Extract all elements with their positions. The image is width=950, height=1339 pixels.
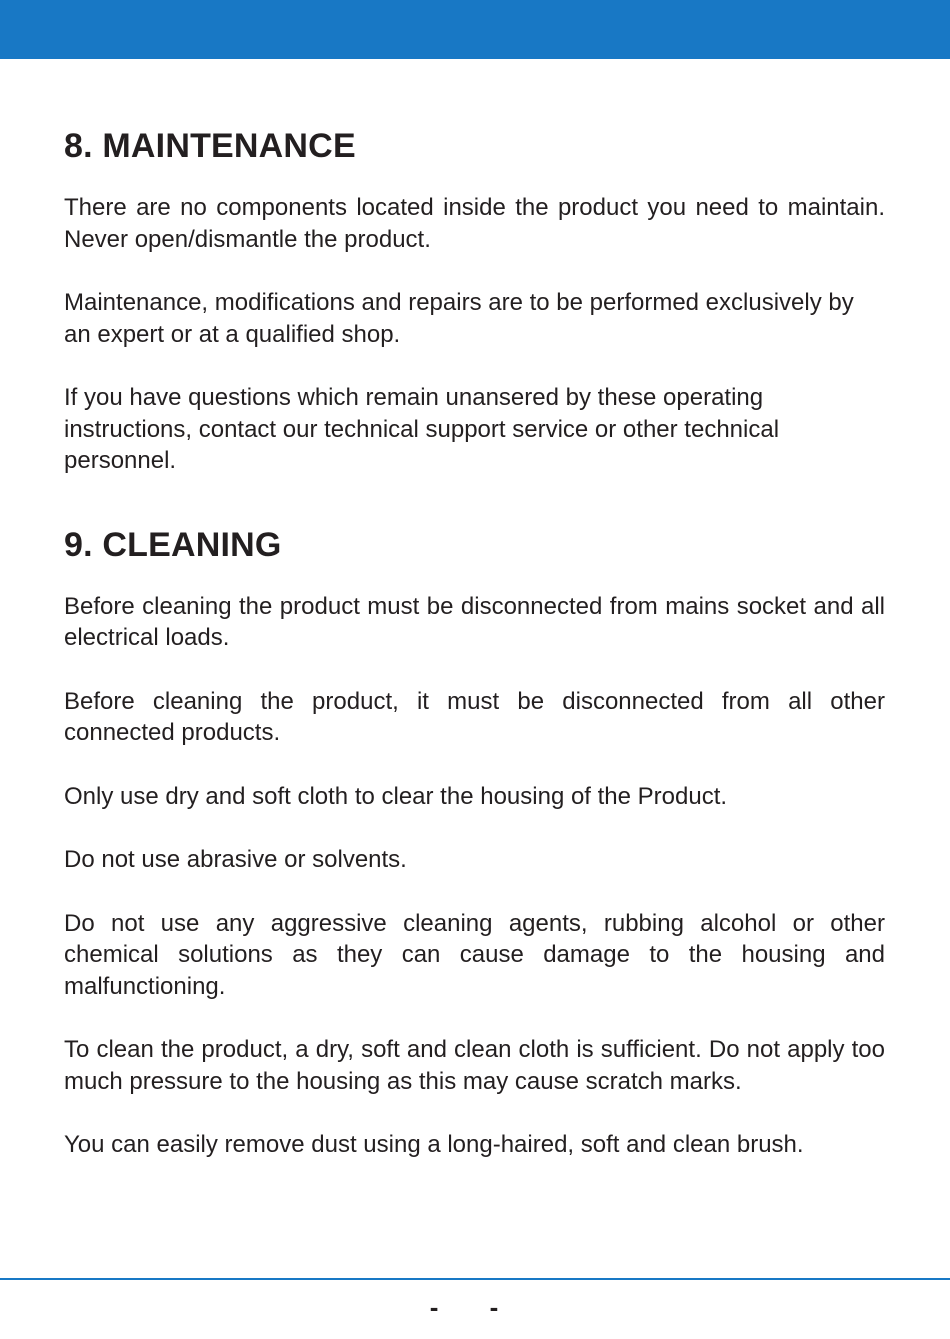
header-bar [0,0,950,59]
cleaning-body [64,591,885,1161]
page-content [64,122,885,1161]
paragraph: Maintenance, modifications and repairs are to be performed exclusively by an expert or at a qualified shop. [64,289,854,348]
paragraph: There are no components located inside the product you need to maintain. Never open/dismantle the product. [64,194,885,253]
paragraph: Do not use abrasive or solvents. [64,846,407,873]
paragraph: You can easily remove dust using a long-haired, soft and clean brush. [64,1131,804,1158]
paragraph: Before cleaning the product must be disconnected from mains socket and all electrical loads. [64,592,885,651]
maintenance-body [64,192,885,477]
paragraph: Do not use any aggressive cleaning agents, rubbing alcohol or other chemical solutions as they can cause damage to the housing and malfunctioning. [64,909,885,1000]
section-maintenance [64,122,885,477]
paragraph: If you have questions which remain unansered by these operating instructions, contact our technical support service or other technical personnel. [64,384,780,474]
paragraph: To clean the product, a dry, soft and clean cloth is sufficient. Do not apply too much pressure to the housing as this may cause scratch marks. [64,1036,885,1095]
footer-rule [0,1278,950,1280]
paragraph: Only use dry and soft cloth to clear the housing of the Product. [64,782,728,810]
paragraph: Before cleaning the product, it must be disconnected from all other connected products. [64,687,885,746]
section-title-cleaning: 9. CLEANING [64,525,282,564]
section-title-maintenance: 8. MAINTENANCE [64,127,356,165]
section-cleaning [64,521,885,1161]
page-number: - - [429,1292,521,1322]
